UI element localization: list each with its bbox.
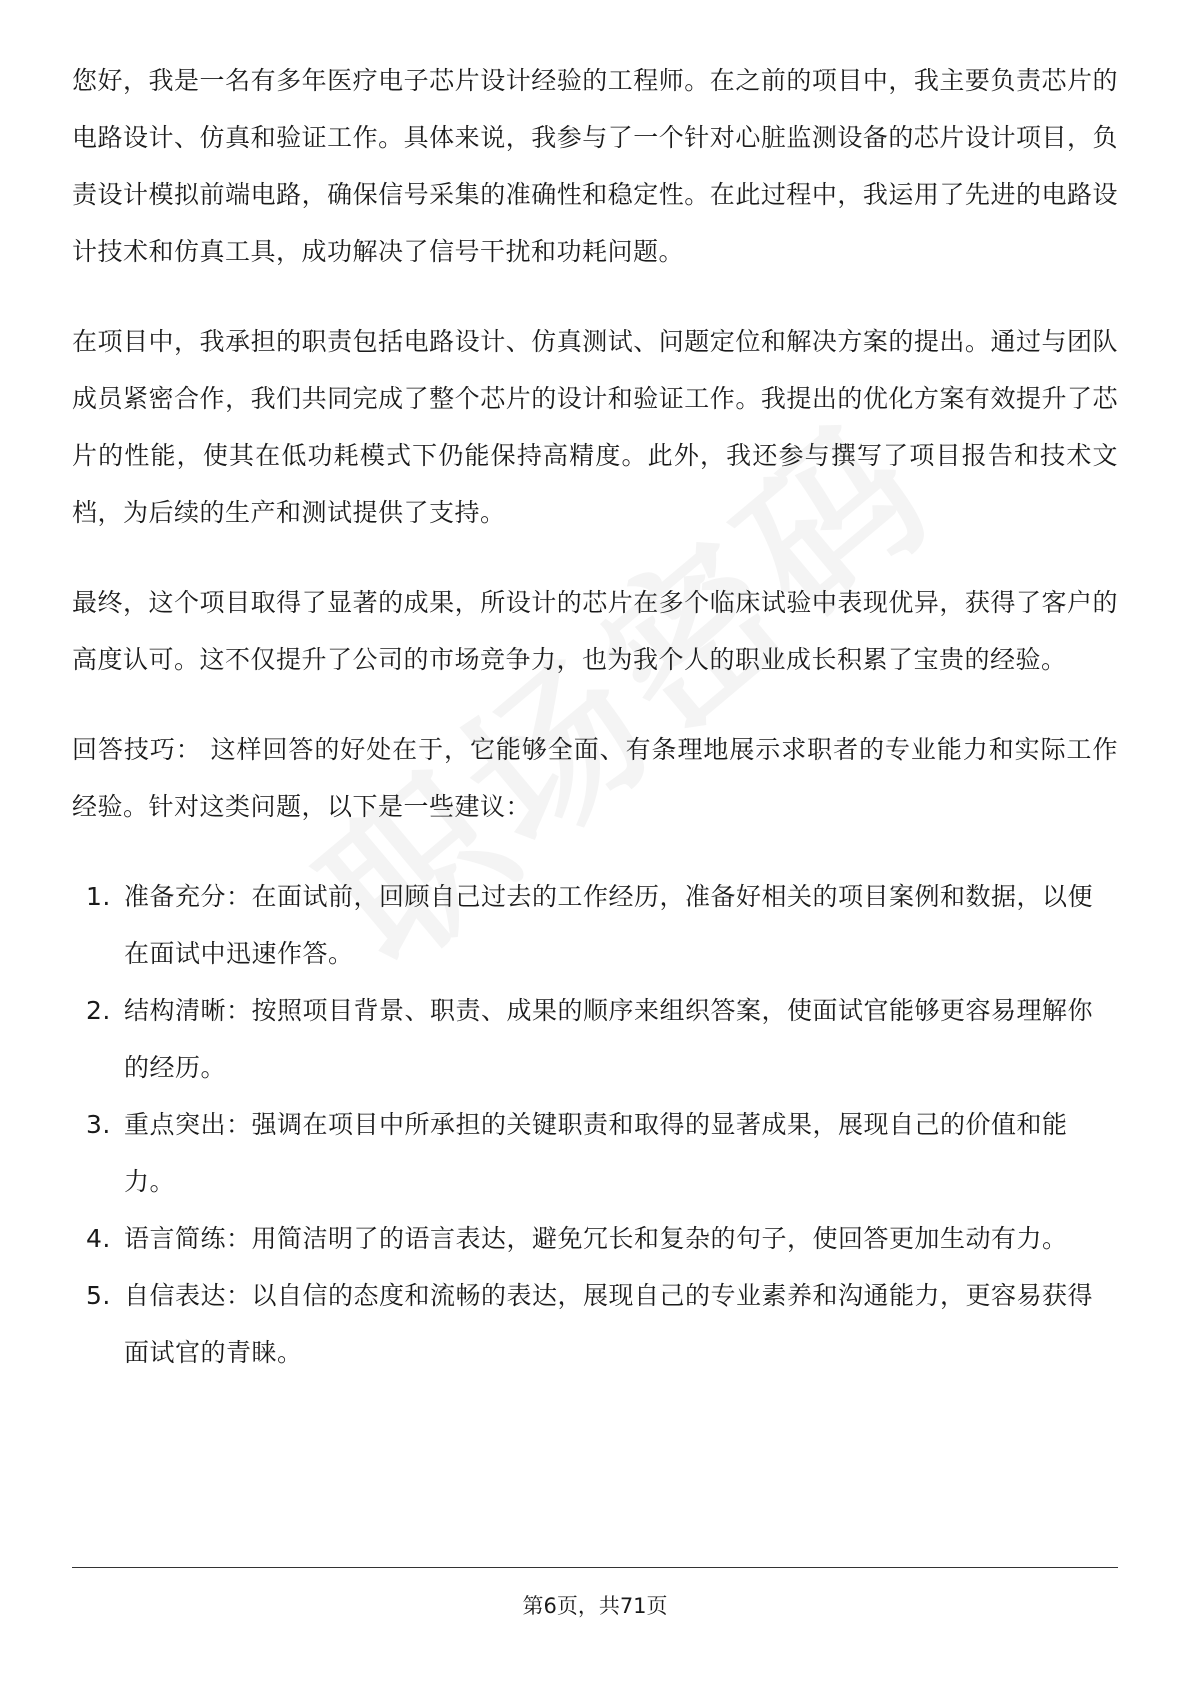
paragraph-intro: 您好，我是一名有多年医疗电子芯片设计经验的工程师。在之前的项目中，我主要负责芯片的电路设计、仿真和验证工作。具体来说，我参与了一个针对心脏监测设备的芯片设计项目，负责设计模拟前端电路，确保信号采集的准确性和稳定性。在此过程中，我运用了先进的电路设计技术和仿真工具，成功解决了信号干扰和功耗问题。 xyxy=(72,66,1118,266)
list-text: 自信表达：以自信的态度和流畅的表达，展现自己的专业素养和沟通能力，更容易获得面试官的青睐。 xyxy=(124,1281,1094,1367)
list-item xyxy=(72,1210,1118,1267)
list-number: 5. xyxy=(86,1281,111,1310)
list-number: 2. xyxy=(86,996,111,1025)
page-number: 第6页，共71页 xyxy=(522,1594,668,1618)
paragraph-results: 最终，这个项目取得了显著的成果，所设计的芯片在多个临床试验中表现优异，获得了客户的高度认可。这不仅提升了公司的市场竞争力，也为我个人的职业成长积累了宝贵的经验。 xyxy=(72,588,1118,674)
tips-list xyxy=(72,868,1118,1381)
list-item xyxy=(72,1267,1118,1381)
list-item xyxy=(72,1096,1118,1210)
list-number: 1. xyxy=(86,882,111,911)
paragraph-responsibilities: 在项目中，我承担的职责包括电路设计、仿真测试、问题定位和解决方案的提出。通过与团队成员紧密合作，我们共同完成了整个芯片的设计和验证工作。我提出的优化方案有效提升了芯片的性能，使其在低功耗模式下仍能保持高精度。此外，我还参与撰写了项目报告和技术文档，为后续的生产和测试提供了支持。 xyxy=(72,327,1118,527)
list-text: 准备充分：在面试前，回顾自己过去的工作经历，准备好相关的项目案例和数据，以便在面试中迅速作答。 xyxy=(124,882,1094,968)
list-text: 语言简练：用简洁明了的语言表达，避免冗长和复杂的句子，使回答更加生动有力。 xyxy=(124,1224,1068,1253)
list-item xyxy=(72,868,1118,982)
paragraph-tips-intro: 回答技巧： 这样回答的好处在于，它能够全面、有条理地展示求职者的专业能力和实际工作经验。针对这类问题，以下是一些建议： xyxy=(72,735,1118,821)
list-number: 3. xyxy=(86,1110,111,1139)
list-number: 4. xyxy=(86,1224,111,1253)
footer-divider xyxy=(72,1567,1118,1568)
list-item xyxy=(72,982,1118,1096)
document-body xyxy=(72,52,1118,1381)
list-text: 重点突出：强调在项目中所承担的关键职责和取得的显著成果，展现自己的价值和能力。 xyxy=(124,1110,1068,1196)
list-text: 结构清晰：按照项目背景、职责、成果的顺序来组织答案，使面试官能够更容易理解你的经历。 xyxy=(124,996,1094,1082)
